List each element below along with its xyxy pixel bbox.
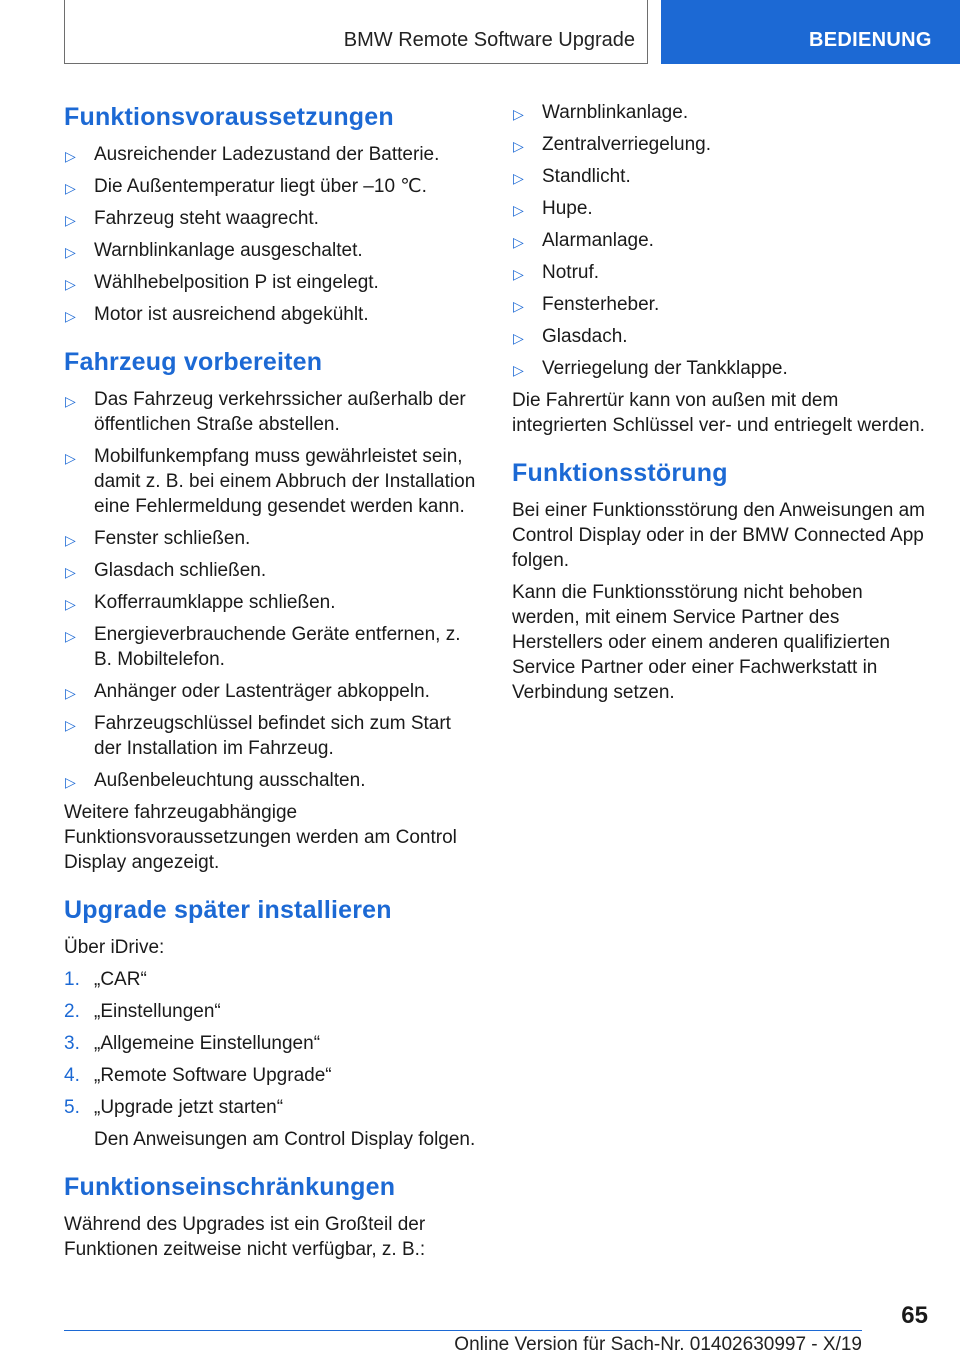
header-chapter-label: BEDIENUNG bbox=[809, 29, 932, 51]
list-item: ▷ Hupe. bbox=[512, 196, 926, 221]
triangle-bullet-icon: ▷ bbox=[65, 774, 76, 790]
list-item: ▷ Fensterheber. bbox=[512, 292, 926, 317]
driver-door-note: Die Fahrertür kann von außen mit dem integrierten Schlüssel ver- und entriegelt werden. bbox=[512, 390, 925, 436]
triangle-bullet-icon: ▷ bbox=[65, 393, 76, 409]
list-item: ▷ Wählhebelposition P ist eingelegt. bbox=[64, 270, 478, 295]
list-item: ▷ Anhänger oder Lastenträger abkoppeln. bbox=[64, 679, 478, 704]
list-item: ▷ Alarmanlage. bbox=[512, 228, 926, 253]
list-item: ▷ Das Fahrzeug verkehrssicher außerhalb der öffentlichen Straße abstellen. bbox=[65, 389, 466, 435]
step-number: 3. bbox=[64, 1033, 80, 1054]
step-number: 5. bbox=[64, 1097, 80, 1118]
heading-funktionseinschraenkungen: Funktionseinschränkungen bbox=[64, 1173, 396, 1201]
step-number: 4. bbox=[64, 1065, 80, 1086]
preparation-list bbox=[64, 387, 478, 793]
step-item: 2. „Einstellungen“ bbox=[64, 1001, 221, 1022]
list-item: ▷ Fenster schließen. bbox=[64, 526, 478, 551]
triangle-bullet-icon: ▷ bbox=[513, 138, 524, 154]
footer-divider bbox=[64, 1330, 862, 1331]
triangle-bullet-icon: ▷ bbox=[65, 596, 76, 612]
triangle-bullet-icon: ▷ bbox=[65, 717, 76, 733]
right-column bbox=[512, 100, 926, 712]
heading-funktionsstoerung: Funktionsstörung bbox=[512, 459, 728, 487]
triangle-bullet-icon: ▷ bbox=[65, 450, 76, 466]
requirements-list bbox=[64, 142, 478, 327]
list-item: ▷ Außenbeleuchtung ausschalten. bbox=[64, 768, 478, 793]
list-item: ▷ Zentralverriegelung. bbox=[512, 132, 926, 157]
triangle-bullet-icon: ▷ bbox=[513, 202, 524, 218]
step-item: 1. „CAR“ bbox=[64, 969, 147, 990]
step-item: 5. „Upgrade jetzt starten“ bbox=[64, 1097, 284, 1118]
triangle-bullet-icon: ▷ bbox=[65, 628, 76, 644]
unavailable-functions-list bbox=[512, 100, 926, 381]
triangle-bullet-icon: ▷ bbox=[65, 212, 76, 228]
malfunction-paragraph-1: Bei einer Funktionsstörung den Anweisungen am Control Display oder in der BMW Connected App folgen. bbox=[512, 500, 925, 571]
step-follow-text: Den Anweisungen am Control Display folgen. bbox=[94, 1129, 476, 1150]
triangle-bullet-icon: ▷ bbox=[65, 148, 76, 164]
list-item: ▷ Warnblinkanlage. bbox=[512, 100, 926, 125]
header-section-box bbox=[64, 0, 648, 64]
triangle-bullet-icon: ▷ bbox=[65, 532, 76, 548]
list-item: ▷ Glasdach schließen. bbox=[64, 558, 478, 583]
list-item: ▷ Motor ist ausreichend abgekühlt. bbox=[64, 302, 478, 327]
heading-funktionsvoraussetzungen: Funktionsvoraussetzungen bbox=[64, 103, 394, 131]
triangle-bullet-icon: ▷ bbox=[65, 244, 76, 260]
list-item: ▷ Standlicht. bbox=[512, 164, 926, 189]
list-item: ▷ Warnblinkanlage ausgeschaltet. bbox=[64, 238, 478, 263]
idrive-steps bbox=[64, 967, 478, 1120]
malfunction-paragraph-2: Kann die Funktionsstörung nicht behoben werden, mit einem Service Partner des Herstellers oder einem anderen qualifizierten Service Partner oder einer Fachwerkstatt in Verbindung setzen. bbox=[512, 582, 891, 703]
list-item: ▷ Die Außentemperatur liegt über –10 ℃. bbox=[64, 174, 478, 199]
preparation-note: Weitere fahrzeugabhängige Funktionsvoraussetzungen werden am Control Display angezeigt. bbox=[64, 802, 457, 873]
left-column bbox=[64, 100, 478, 1269]
list-item: ▷ Kofferraumklappe schließen. bbox=[64, 590, 478, 615]
heading-fahrzeug-vorbereiten: Fahrzeug vorbereiten bbox=[64, 348, 323, 376]
triangle-bullet-icon: ▷ bbox=[65, 685, 76, 701]
triangle-bullet-icon: ▷ bbox=[65, 180, 76, 196]
triangle-bullet-icon: ▷ bbox=[513, 298, 524, 314]
heading-upgrade-spaeter: Upgrade später installieren bbox=[64, 896, 392, 924]
step-item: 4. „Remote Software Upgrade“ bbox=[64, 1065, 332, 1086]
step-number: 2. bbox=[64, 1001, 80, 1022]
list-item: ▷ Verriegelung der Tankklappe. bbox=[512, 356, 926, 381]
triangle-bullet-icon: ▷ bbox=[513, 330, 524, 346]
triangle-bullet-icon: ▷ bbox=[513, 266, 524, 282]
page-number: 65 bbox=[901, 1302, 928, 1329]
triangle-bullet-icon: ▷ bbox=[65, 308, 76, 324]
list-item: ▷ Mobilfunkempfang muss gewährleistet sein, damit z. B. bei einem Abbruch der Installation eine Fehlermeldung gesendet werden kann. bbox=[65, 446, 476, 517]
list-item: ▷ Ausreichender Ladezustand der Batterie. bbox=[64, 142, 478, 167]
header-chapter-tab bbox=[661, 0, 960, 64]
list-item: ▷ Fahrzeugschlüssel befindet sich zum Start der Installation im Fahrzeug. bbox=[65, 713, 451, 759]
step-number: 1. bbox=[64, 969, 80, 990]
footer-online-version: Online Version für Sach-Nr. 01402630997 - X/19 bbox=[454, 1334, 862, 1355]
step-item: 3. „Allgemeine Einstellungen“ bbox=[64, 1033, 321, 1054]
triangle-bullet-icon: ▷ bbox=[513, 362, 524, 378]
idrive-intro: Über iDrive: bbox=[64, 937, 165, 958]
triangle-bullet-icon: ▷ bbox=[513, 234, 524, 250]
list-item: ▷ Glasdach. bbox=[512, 324, 926, 349]
triangle-bullet-icon: ▷ bbox=[513, 170, 524, 186]
triangle-bullet-icon: ▷ bbox=[513, 106, 524, 122]
header-section-title: BMW Remote Software Upgrade bbox=[343, 29, 635, 51]
list-item: ▷ Notruf. bbox=[512, 260, 926, 285]
list-item: ▷ Energieverbrauchende Geräte entfernen, z. B. Mobiltelefon. bbox=[65, 624, 461, 670]
triangle-bullet-icon: ▷ bbox=[65, 276, 76, 292]
restrictions-intro: Während des Upgrades ist ein Großteil der Funktionen zeitweise nicht verfügbar, z. B.: bbox=[64, 1214, 426, 1260]
list-item: ▷ Fahrzeug steht waagrecht. bbox=[64, 206, 478, 231]
triangle-bullet-icon: ▷ bbox=[65, 564, 76, 580]
